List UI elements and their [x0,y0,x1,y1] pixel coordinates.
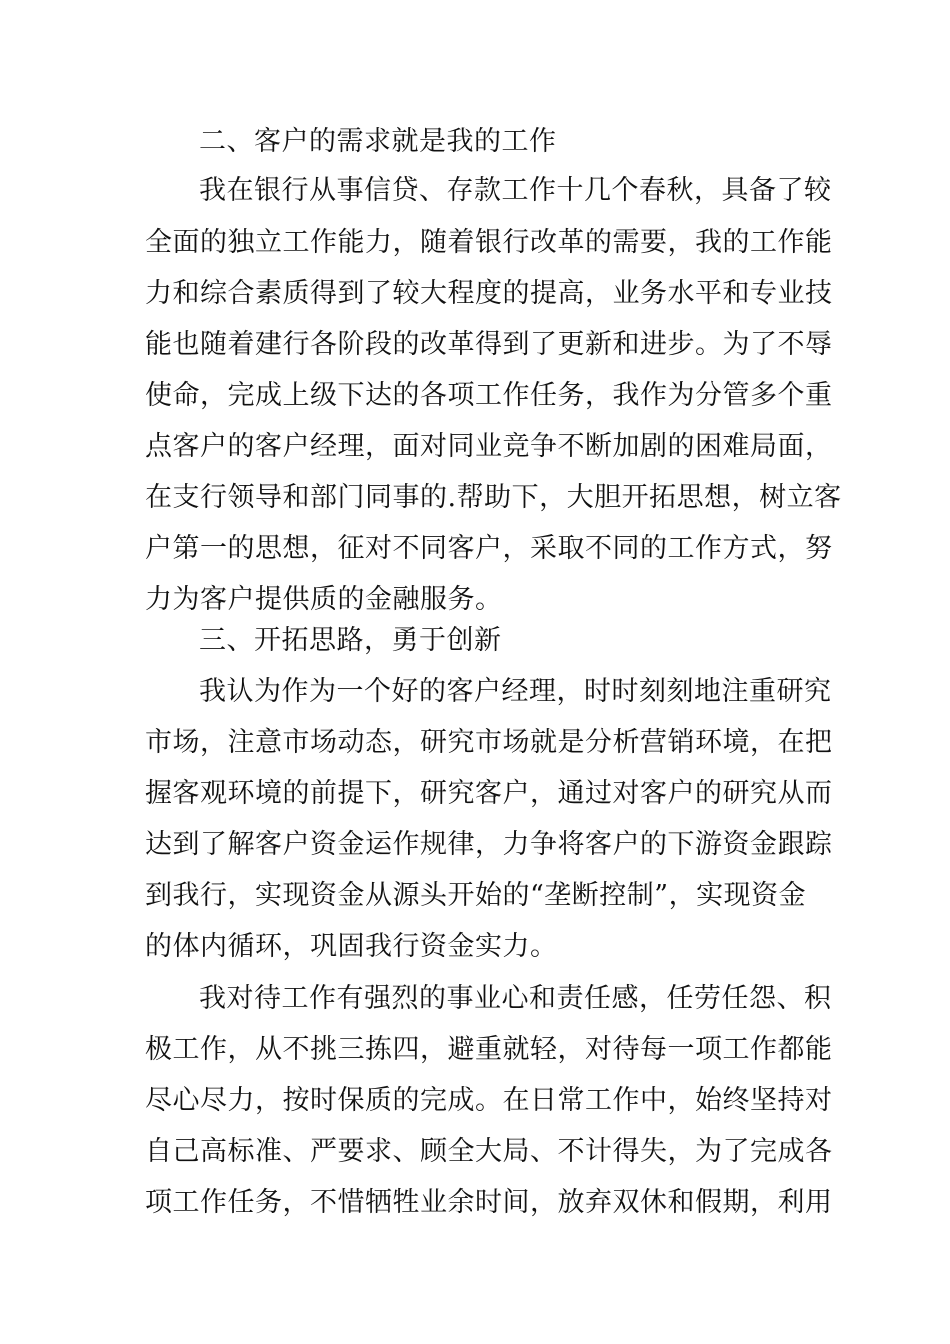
paragraph-line: 尽心尽力，按时保质的完成。在日常工作中，始终坚持对 [145,1085,833,1116]
paragraph-line: 户第一的思想，征对不同客户，采取不同的工作方式，努 [145,533,833,564]
section-heading-2: 二、客户的需求就是我的工作 [199,126,557,157]
paragraph-line: 力和综合素质得到了较大程度的提高，业务水平和专业技 [145,278,833,309]
paragraph-line: 的体内循环，巩固我行资金实力。 [145,931,558,962]
paragraph-line: 全面的独立工作能力，随着银行改革的需要，我的工作能 [145,227,833,258]
paragraph-line: 到我行，实现资金从源头开始的“垄断控制”，实现资金 [145,880,807,911]
paragraph-line: 我对待工作有强烈的事业心和责任感，任劳任怨、积 [199,983,832,1014]
section-heading-3: 三、开拓思路，勇于创新 [199,625,502,656]
paragraph-line: 使命，完成上级下达的各项工作任务，我作为分管多个重 [145,380,833,411]
paragraph-line: 极工作，从不挑三拣四，避重就轻，对待每一项工作都能 [145,1034,833,1065]
paragraph-line: 项工作任务，不惜牺牲业余时间，放弃双休和假期，利用 [145,1187,833,1218]
paragraph-line: 市场，注意市场动态，研究市场就是分析营销环境，在把 [145,727,833,758]
paragraph-line: 握客观环境的前提下，研究客户，通过对客户的研究从而 [145,778,833,809]
paragraph-line: 在支行领导和部门同事的.帮助下，大胆开拓思想，树立客 [145,482,842,513]
paragraph-line: 达到了解客户资金运作规律，力争将客户的下游资金跟踪 [145,829,833,860]
paragraph-line: 我认为作为一个好的客户经理，时时刻刻地注重研究 [199,676,832,707]
paragraph-line: 力为客户提供质的金融服务。 [145,584,503,615]
paragraph-line: 我在银行从事信贷、存款工作十几个春秋，具备了较 [199,175,832,206]
paragraph-line: 能也随着建行各阶段的改革得到了更新和进步。为了不辱 [145,329,833,360]
paragraph-line: 自己高标准、严要求、顾全大局、不计得失，为了完成各 [145,1136,833,1167]
paragraph-line: 点客户的客户经理，面对同业竞争不断加剧的困难局面， [145,431,833,462]
